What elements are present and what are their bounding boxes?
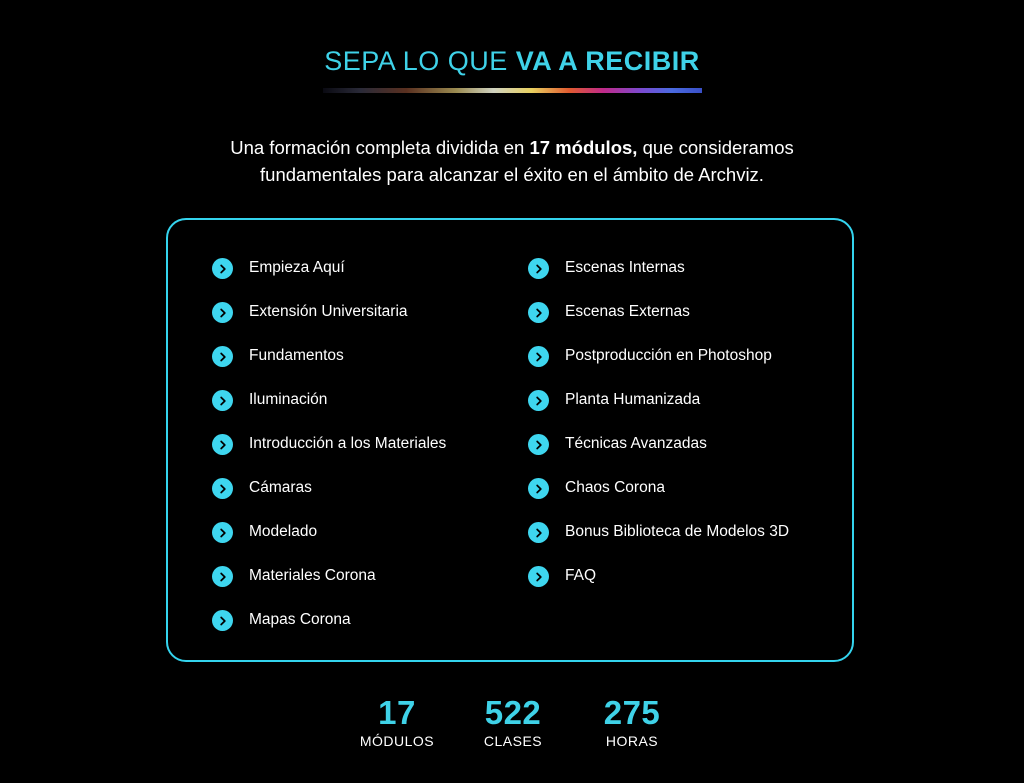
module-label: Fundamentos — [249, 347, 344, 364]
intro-line-2: fundamentales para alcanzar el éxito en el ámbito de Archviz. — [260, 164, 764, 185]
chevron-right-icon — [212, 302, 233, 323]
intro-after: que consideramos — [642, 137, 794, 158]
chevron-right-icon — [528, 522, 549, 543]
stat-number: 522 — [484, 694, 542, 731]
chevron-right-icon — [212, 610, 233, 631]
module-item — [212, 518, 446, 562]
module-label: Escenas Internas — [565, 259, 685, 276]
chevron-right-icon — [528, 566, 549, 587]
section-heading-light: SEPA LO QUE — [324, 46, 508, 76]
stat-number: 275 — [603, 694, 661, 731]
chevron-right-icon — [528, 346, 549, 367]
module-item — [528, 518, 789, 562]
section-heading — [0, 44, 1024, 78]
stat-label: MÓDULOS — [359, 733, 435, 749]
chevron-right-icon — [528, 302, 549, 323]
module-label: FAQ — [565, 567, 597, 584]
module-label: Iluminación — [249, 391, 328, 408]
module-label: Cámaras — [249, 479, 312, 496]
stat-classes — [453, 694, 573, 750]
chevron-right-icon — [528, 434, 549, 455]
stat-label: CLASES — [483, 733, 543, 749]
chevron-right-icon — [212, 566, 233, 587]
module-label: Extensión Universitaria — [249, 303, 408, 320]
module-item — [212, 298, 446, 342]
modules-column-right — [528, 254, 789, 606]
chevron-right-icon — [528, 390, 549, 411]
chevron-right-icon — [212, 434, 233, 455]
module-item — [528, 562, 789, 606]
module-item — [528, 474, 789, 518]
module-label: Bonus Biblioteca de Modelos 3D — [565, 523, 790, 540]
chevron-right-icon — [212, 346, 233, 367]
module-item — [212, 386, 446, 430]
stat-label: HORAS — [605, 733, 659, 749]
module-item — [528, 254, 789, 298]
chevron-right-icon — [212, 478, 233, 499]
module-item — [212, 606, 446, 650]
module-item — [528, 386, 789, 430]
module-item — [528, 298, 789, 342]
module-label: Introducción a los Materiales — [249, 435, 447, 452]
stat-hours — [572, 694, 692, 750]
intro-highlight: 17 módulos, — [529, 137, 638, 158]
module-item — [212, 562, 446, 606]
chevron-right-icon — [212, 522, 233, 543]
module-label: Planta Humanizada — [565, 391, 701, 408]
module-item — [528, 342, 789, 386]
module-item — [212, 474, 446, 518]
module-label: Empieza Aquí — [249, 259, 345, 276]
section-heading-bold: VA A RECIBIR — [515, 46, 700, 76]
module-label: Escenas Externas — [565, 303, 690, 320]
chevron-right-icon — [528, 258, 549, 279]
intro-text — [0, 134, 1024, 188]
module-label: Materiales Corona — [249, 567, 376, 584]
intro-line-1 — [0, 134, 1024, 161]
stat-modules — [337, 694, 457, 750]
chevron-right-icon — [528, 478, 549, 499]
chevron-right-icon — [212, 390, 233, 411]
intro-before: Una formación completa dividida en — [230, 137, 525, 158]
module-item — [212, 430, 446, 474]
module-label: Postproducción en Photoshop — [565, 347, 772, 364]
module-item — [212, 254, 446, 298]
modules-column-left — [212, 254, 446, 650]
module-label: Mapas Corona — [249, 611, 351, 628]
heading-gradient-divider — [323, 88, 702, 93]
stat-number: 17 — [378, 694, 416, 731]
module-item — [212, 342, 446, 386]
chevron-right-icon — [212, 258, 233, 279]
module-label: Modelado — [249, 523, 318, 540]
module-label: Chaos Corona — [565, 479, 665, 496]
module-label: Técnicas Avanzadas — [565, 435, 707, 452]
module-item — [528, 430, 789, 474]
